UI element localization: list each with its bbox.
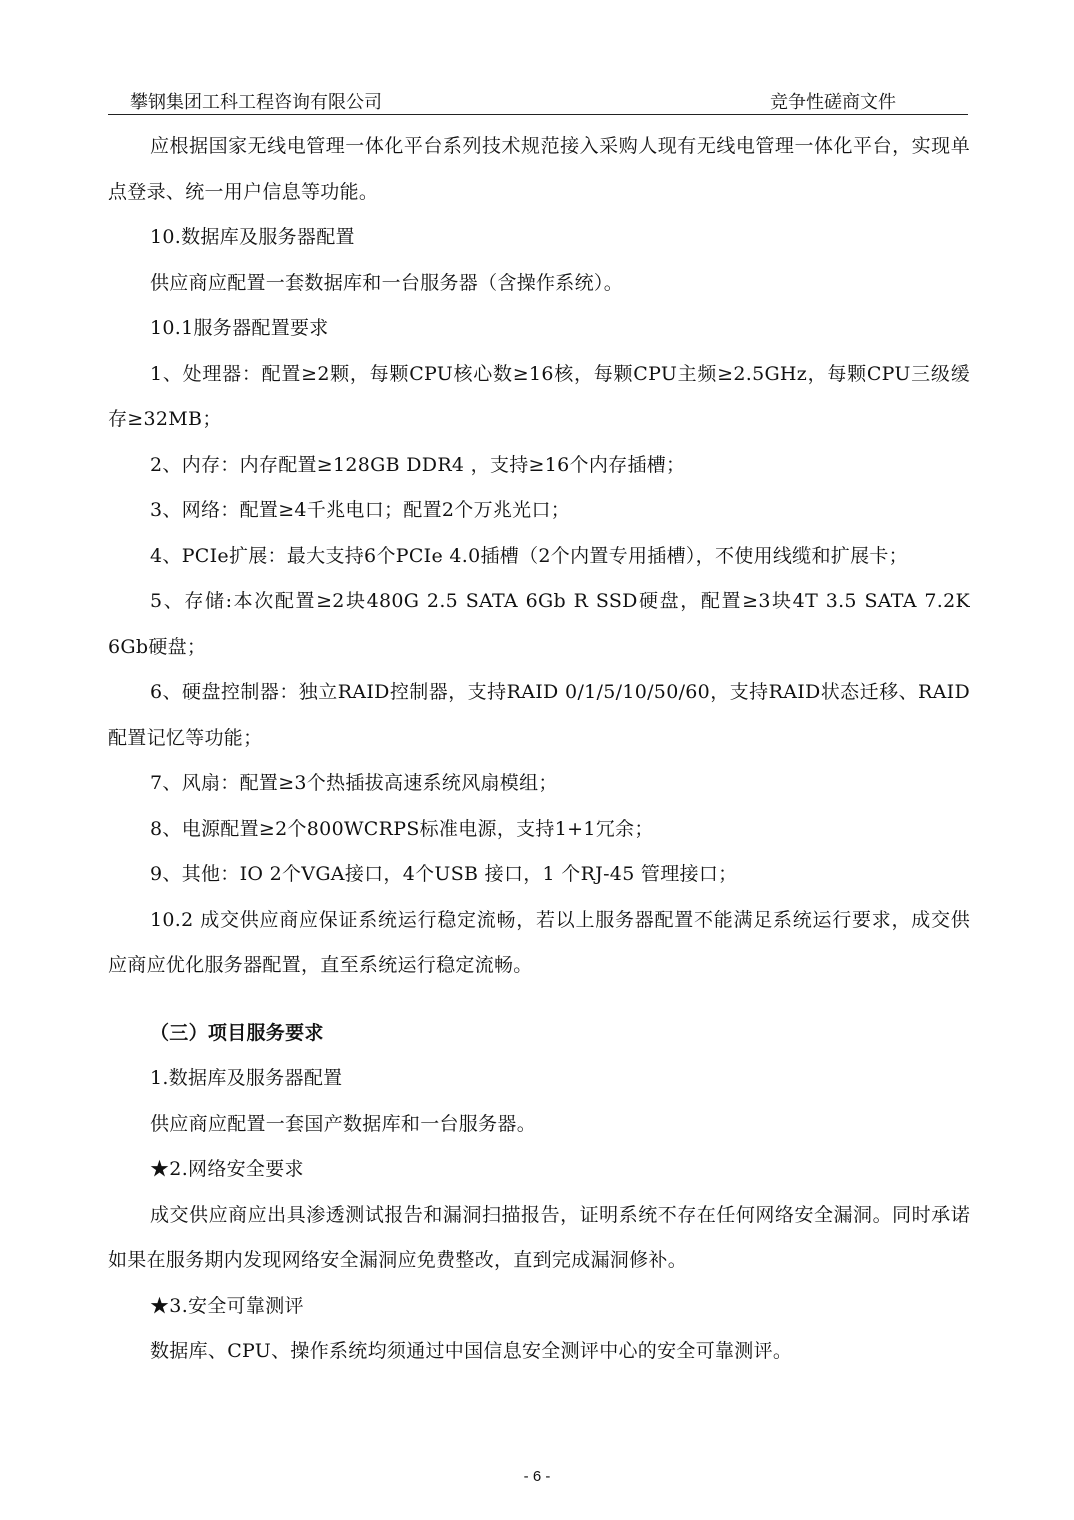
spec-item-pcie: 4、PCIe扩展：最大支持6个PCIe 4.0插槽（2个内置专用插槽），不使用线缆和扩展卡； [150, 544, 908, 567]
spec-item-storage: 5、存储:本次配置≥2块480G 2.5 SATA 6Gb R SSD硬盘，配置≥3块4T 3.5 SATA 7.2K 6Gb硬盘； [108, 590, 970, 658]
header-company-name: 攀钢集团工科工程咨询有限公司 [130, 92, 382, 113]
paragraph-network-security: 成交供应商应出具渗透测试报告和漏洞扫描报告，证明系统不存在任何网络安全漏洞。同时承诺如果在服务期内发现网络安全漏洞应免费整改，直到完成漏洞修补。 [108, 1203, 970, 1271]
heading-database-server-config: 10.数据库及服务器配置 [150, 226, 355, 248]
page-header [108, 86, 968, 115]
paragraph-supply-database-server: 供应商应配置一套数据库和一台服务器（含操作系统）。 [150, 271, 624, 294]
spec-item-fans: 7、风扇：配置≥3个热插拔高速系统风扇模组； [150, 772, 558, 794]
document-body [108, 124, 970, 1375]
spec-item-other-io: 9、其他：IO 2个VGA接口，4个USB 接口，1 个RJ-45 管理接口； [150, 863, 738, 885]
heading-network-security: ★2.网络安全要求 [150, 1158, 304, 1180]
heading-service-database-server: 1.数据库及服务器配置 [150, 1067, 343, 1089]
spec-item-memory: 2、内存：内存配置≥128GB DDR4 ，支持≥16个内存插槽； [150, 453, 686, 476]
paragraph-platform-integration: 应根据国家无线电管理一体化平台系列技术规范接入采购人现有无线电管理一体化平台，实现单点登录、统一用户信息等功能。 [108, 135, 970, 203]
spec-item-network: 3、网络：配置≥4千兆电口；配置2个万兆光口； [150, 499, 571, 521]
spec-item-processor: 1、处理器：配置≥2颗，每颗CPU核心数≥16核，每颗CPU主频≥2.5GHz，每颗CPU三级缓存≥32MB； [108, 362, 970, 430]
paragraph-stability-guarantee: 10.2 成交供应商应保证系统运行稳定流畅，若以上服务器配置不能满足系统运行要求，成交供应商应优化服务器配置，直至系统运行稳定流畅。 [108, 908, 970, 976]
heading-security-evaluation: ★3.安全可靠测评 [150, 1294, 304, 1317]
paragraph-domestic-database: 供应商应配置一套国产数据库和一台服务器。 [150, 1112, 537, 1135]
section-heading-service-requirements: （三）项目服务要求 [150, 1021, 324, 1044]
spec-item-raid-controller: 6、硬盘控制器：独立RAID控制器，支持RAID 0/1/5/10/50/60，支持RAID状态迁移、RAID配置记忆等功能； [108, 681, 970, 749]
heading-server-config-requirements: 10.1服务器配置要求 [150, 317, 329, 339]
paragraph-security-evaluation: 数据库、CPU、操作系统均须通过中国信息安全测评中心的安全可靠测评。 [150, 1340, 793, 1362]
page-number: - 6 - [523, 1468, 551, 1485]
header-document-type: 竞争性磋商文件 [770, 92, 896, 113]
spec-item-power: 8、电源配置≥2个800WCRPS标准电源，支持1+1冗余； [150, 817, 654, 840]
